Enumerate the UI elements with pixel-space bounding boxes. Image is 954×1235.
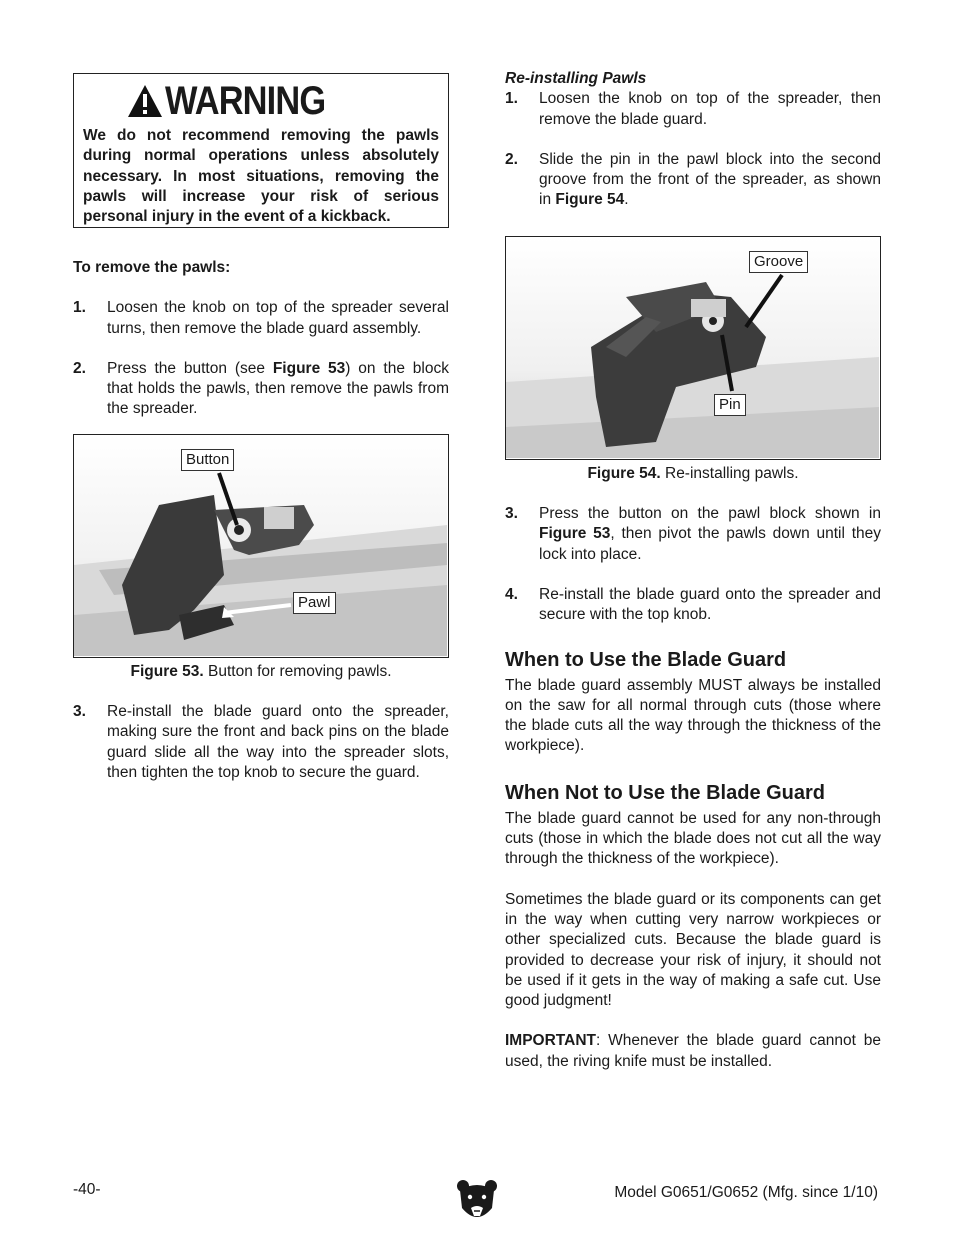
when-use-text: The blade guard assembly MUST always be installed on the saw for all normal through cuts (those where the blade cuts all the way through the thickness of the workpiece). bbox=[505, 676, 881, 755]
right-column bbox=[505, 69, 881, 1072]
figure-53 bbox=[73, 434, 449, 658]
step-number: 1. bbox=[505, 90, 518, 108]
remove-step-1 bbox=[73, 298, 449, 339]
page-number: -40- bbox=[73, 1181, 101, 1198]
step-text bbox=[539, 150, 881, 211]
step-text-pre: Slide the pin in the pawl block into the second groove from the front of the spreader, as shown in bbox=[539, 150, 881, 209]
caption-number: Figure 54. bbox=[587, 464, 661, 482]
step-text: Loosen the knob on top of the spreader, then remove the blade guard. bbox=[539, 90, 881, 128]
important-text: : Whenever the blade guard cannot be used, the riving knife must be installed. bbox=[505, 1032, 881, 1070]
caption-text: Re-installing pawls. bbox=[660, 464, 799, 482]
warning-text: We do not recommend removing the pawls during normal operations unless absolutely necessary. In most situations, removing the pawls will increase your risk of serious personal injury in the event of a kickback. bbox=[83, 127, 439, 226]
model-info: Model G0651/G0652 (Mfg. since 1/10) bbox=[614, 1184, 878, 1201]
pawl-label: Pawl bbox=[293, 592, 336, 614]
important-label: IMPORTANT bbox=[505, 1032, 596, 1050]
when-not-heading: When Not to Use the Blade Guard bbox=[505, 781, 826, 804]
figure-54-photo bbox=[506, 237, 879, 458]
remove-heading: To remove the pawls: bbox=[73, 259, 231, 276]
when-not-paragraph-1: The blade guard cannot be used for any non-through cuts (those in which the blade does not cut all the way through the thickness of the workpiece). bbox=[505, 809, 881, 868]
step-number: 1. bbox=[73, 299, 86, 317]
pin-label: Pin bbox=[714, 394, 746, 416]
warning-header bbox=[83, 79, 439, 123]
step-text bbox=[539, 504, 881, 565]
step-text: Loosen the knob on top of the spreader several turns, then remove the blade guard assembly. bbox=[107, 299, 449, 337]
left-column bbox=[73, 73, 449, 783]
step-text-pre: Press the button (see bbox=[107, 359, 273, 377]
warning-title: WARNING bbox=[165, 79, 326, 123]
figure-ref: Figure 54 bbox=[555, 191, 625, 209]
step-number: 3. bbox=[505, 505, 518, 523]
remove-step-2 bbox=[73, 359, 449, 420]
caption-text: Button for removing pawls. bbox=[203, 662, 392, 680]
important-note bbox=[505, 1031, 881, 1072]
figure-53-caption bbox=[73, 662, 449, 682]
figure-53-photo bbox=[74, 435, 447, 656]
step-text-post: ) on the block that holds the pawls, then remove the pawls from the spreader. bbox=[107, 359, 449, 418]
step-text-pre: Press the button on the pawl block shown in bbox=[539, 505, 881, 523]
warning-box bbox=[73, 73, 449, 228]
step-text bbox=[107, 359, 449, 420]
step-text-post: , then pivot the pawls down until they lock into place. bbox=[539, 525, 881, 563]
reinstall-step-1 bbox=[505, 89, 881, 130]
warning-triangle-icon bbox=[127, 84, 163, 118]
bear-logo-icon bbox=[456, 1178, 498, 1224]
step-text: Re-install the blade guard onto the spreader, making sure the front and back pins on the blade guard slide all the way into the spreader slots, then tighten the top knob to secure the guard. bbox=[107, 703, 449, 781]
reinstall-step-3 bbox=[505, 504, 881, 565]
when-not-paragraph-2: Sometimes the blade guard or its components can get in the way when cutting very narrow workpieces or other specialized cuts. Because the blade guard is provided to decrease your risk of injury, it should not be used if it gets in the way of making a safe cut. Use good judgment! bbox=[505, 890, 881, 1010]
figure-54 bbox=[505, 236, 881, 460]
reinstall-step-2 bbox=[505, 150, 881, 211]
step-number: 2. bbox=[505, 150, 518, 168]
button-label: Button bbox=[181, 449, 234, 471]
when-use-heading: When to Use the Blade Guard bbox=[505, 648, 787, 671]
step-number: 3. bbox=[73, 703, 86, 721]
figure-54-caption bbox=[505, 464, 881, 484]
figure-ref: Figure 53 bbox=[539, 525, 611, 543]
reinstall-step-4 bbox=[505, 585, 881, 626]
groove-label: Groove bbox=[749, 251, 808, 273]
caption-number: Figure 53. bbox=[130, 662, 204, 680]
step-text-post: . bbox=[624, 191, 629, 209]
figure-ref: Figure 53 bbox=[272, 359, 346, 377]
reinstall-heading: Re-installing Pawls bbox=[505, 70, 647, 87]
step-number: 2. bbox=[73, 359, 86, 377]
remove-step-3 bbox=[73, 702, 449, 783]
step-text: Re-install the blade guard onto the spreader and secure with the top knob. bbox=[539, 585, 881, 624]
step-number: 4. bbox=[505, 585, 518, 603]
